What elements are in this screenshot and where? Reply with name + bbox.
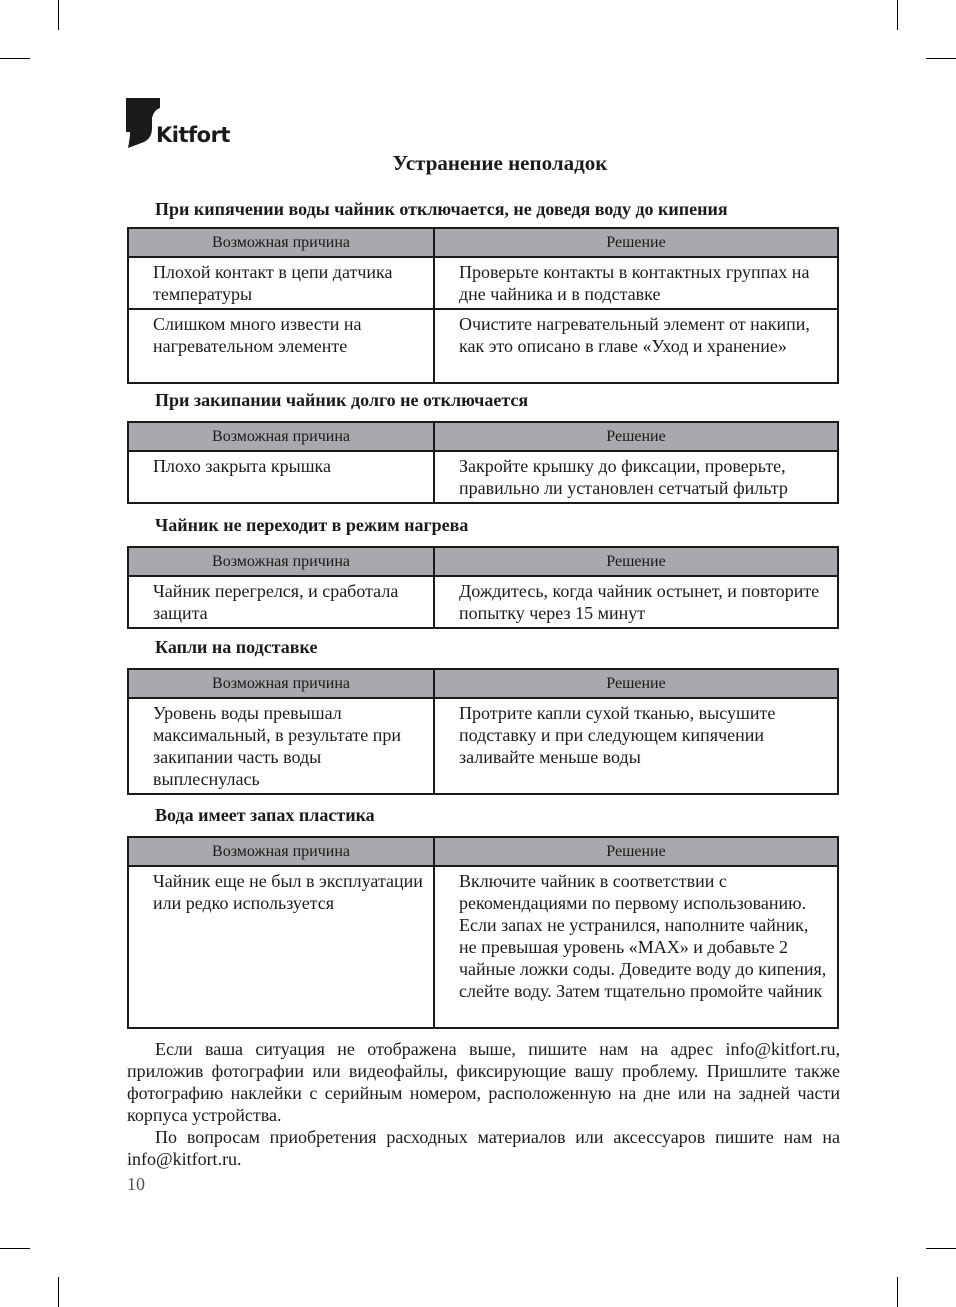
brand-logo [126,98,236,148]
troubleshooting-table [127,421,839,504]
header-cause: Возможная причина [128,547,434,576]
crop-mark [0,1248,30,1249]
table-row [128,698,838,794]
cause-cell: Уровень воды превышал максимальный, в результате при закипании часть воды выплеснулась [128,698,434,794]
cause-cell: Чайник еще не был в эксплуатации или редко используется [128,866,434,1028]
section-title: При закипании чайник долго не отключается [155,390,529,410]
solution-cell: Дождитесь, когда чайник остынет, и повторите попытку через 15 минут [434,576,838,628]
table-row [128,576,838,628]
table-row [128,451,838,503]
accessories-paragraph: По вопросам приобретения расходных материалов или аксессуаров пишите нам на info@kitfort.ru. [127,1127,840,1169]
header-cause: Возможная причина [128,422,434,451]
contact-paragraph: Если ваша ситуация не отображена выше, пишите нам на адрес info@kitfort.ru, приложив фотографии или видеофайлы, фиксирующие вашу проблему. Пришлите также фотографию наклейки с серийным номером, расположенную на дне или на задней части корпуса устройства. [127,1039,840,1125]
table-row [128,309,838,383]
troubleshooting-table [127,836,839,1029]
troubleshooting-table [127,227,839,384]
header-cause: Возможная причина [128,837,434,866]
section-title: Чайник не переходит в режим нагрева [155,515,469,535]
troubleshooting-table [127,668,839,795]
table-row [128,866,838,1028]
section-title: Вода имеет запах пластика [155,805,375,825]
header-cause: Возможная причина [128,228,434,257]
header-solution: Решение [434,669,838,698]
crop-mark [926,1248,956,1249]
header-solution: Решение [434,422,838,451]
section-title: При кипячении воды чайник отключается, не доведя воду до кипения [155,199,728,219]
table-header-row [128,228,838,257]
solution-cell: Закройте крышку до фиксации, проверьте, правильно ли установлен сетчатый фильтр [434,451,838,503]
table-header-row [128,837,838,866]
footer-text [127,1038,840,1170]
header-solution: Решение [434,837,838,866]
table-header-row [128,422,838,451]
crop-mark [897,0,898,30]
header-solution: Решение [434,228,838,257]
kitfort-logo-icon [126,98,160,148]
cause-cell: Плохой контакт в цепи датчика температуры [128,257,434,309]
header-cause: Возможная причина [128,669,434,698]
solution-cell: Включите чайник в соответствии с рекомендациями по первому использованию. Если запах не устранился, наполните чайник, не превышая уровень «MAX» и добавьте 2 чайные ложки соды. Доведите воду до кипения, слейте воду. Затем тщательно промойте чайник [434,866,838,1028]
crop-mark [897,1277,898,1307]
page-title: Устранение неполадок [392,151,608,175]
table-header-row [128,669,838,698]
page-number: 10 [127,1174,145,1194]
crop-mark [58,1277,59,1307]
section-title: Капли на подставке [155,637,318,657]
crop-mark [0,58,30,59]
solution-cell: Протрите капли сухой тканью, высушите подставку и при следующем кипячении заливайте меньше воды [434,698,838,794]
table-header-row [128,547,838,576]
solution-cell: Проверьте контакты в контактных группах на дне чайника и в подставке [434,257,838,309]
crop-mark [58,0,59,30]
crop-mark [926,58,956,59]
header-solution: Решение [434,547,838,576]
brand-name: Kitfort [156,123,230,147]
cause-cell: Плохо закрыта крышка [128,451,434,503]
cause-cell: Слишком много извести на нагревательном элементе [128,309,434,383]
cause-cell: Чайник перегрелся, и сработала защита [128,576,434,628]
troubleshooting-table [127,546,839,629]
table-row [128,257,838,309]
solution-cell: Очистите нагревательный элемент от накипи, как это описано в главе «Уход и хранение» [434,309,838,383]
